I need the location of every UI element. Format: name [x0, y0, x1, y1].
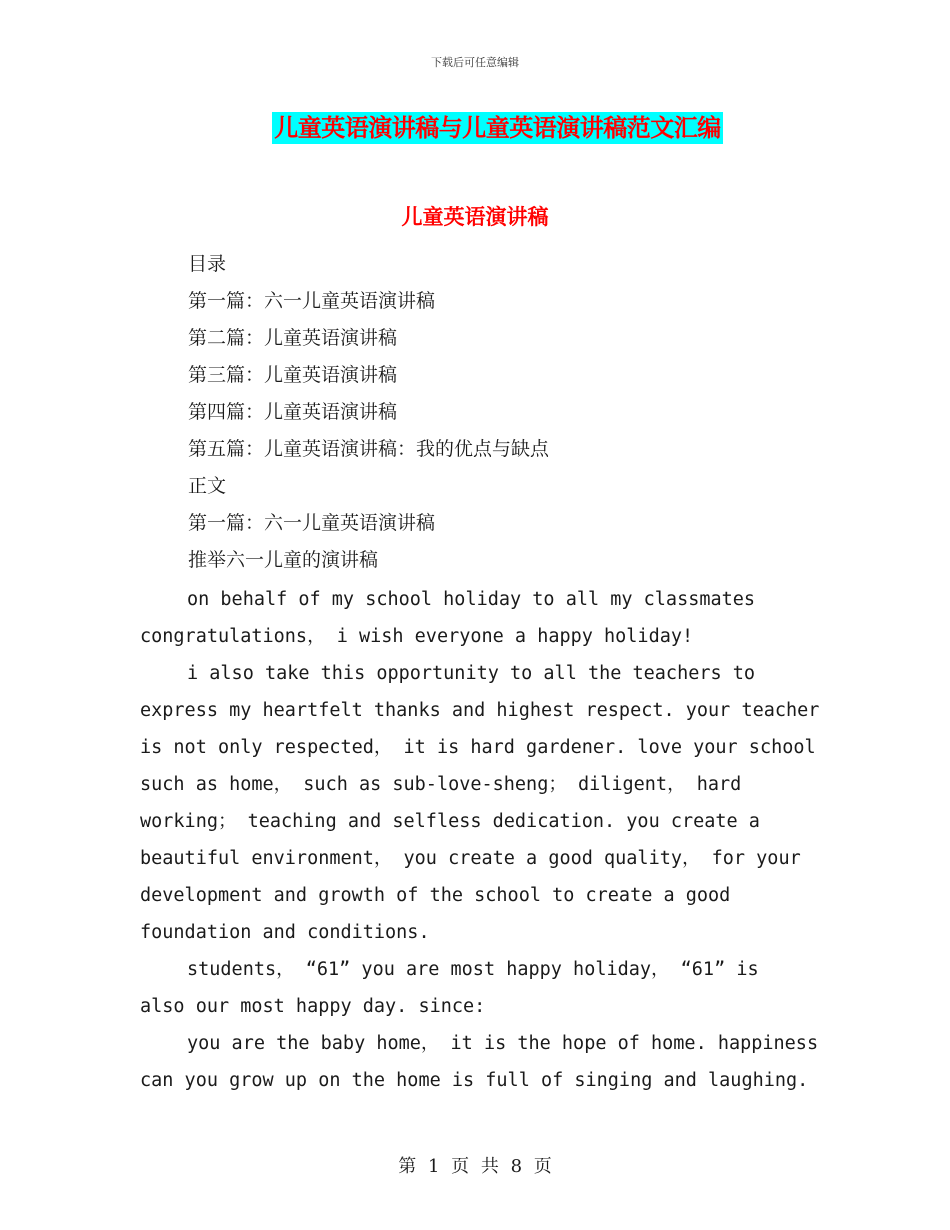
paragraph	[140, 1025, 820, 1099]
text-line: congratulations， i wish everyone a happy holiday!	[140, 626, 694, 647]
text-line: you are the baby home， it is the hope of home. happiness	[187, 1033, 819, 1054]
text-line: is not only respected， it is hard gardener. love your school	[140, 737, 816, 758]
text-line: students， “61” you are most happy holiday， “61” is	[187, 959, 759, 980]
toc-item: 第二篇：儿童英语演讲稿	[188, 327, 398, 349]
chapter-heading: 第一篇：六一儿童英语演讲稿	[188, 512, 436, 534]
body-heading: 正文	[188, 475, 227, 497]
text-line: also our most happy day. since:	[140, 996, 486, 1017]
text-line: development and growth of the school to create a good	[140, 885, 731, 906]
paragraph	[140, 951, 820, 1025]
text-line: working； teaching and selfless dedication. you create a	[140, 811, 760, 832]
paragraph	[140, 655, 820, 951]
text-line: such as home， such as sub-love-sheng； diligent， hard	[140, 774, 742, 795]
text-line: express my heartfelt thanks and highest respect. your teacher	[140, 700, 820, 721]
section-title: 儿童英语演讲稿	[401, 204, 549, 229]
page-footer: 第 1 页 共 8 页	[398, 1156, 552, 1177]
table-of-contents	[188, 246, 549, 579]
text-line: beautiful environment， you create a good quality， for your	[140, 848, 801, 869]
body-text	[140, 581, 820, 1099]
text-line: can you grow up on the home is full of singing and laughing.	[140, 1070, 809, 1091]
text-line: i also take this opportunity to all the teachers to	[187, 663, 756, 684]
chapter-subheading: 推举六一儿童的演讲稿	[188, 549, 379, 571]
toc-item: 第三篇：儿童英语演讲稿	[188, 364, 398, 386]
header-note: 下载后可任意编辑	[431, 56, 519, 69]
toc-item: 第一篇：六一儿童英语演讲稿	[188, 290, 436, 312]
toc-item: 第四篇：儿童英语演讲稿	[188, 401, 398, 423]
toc-heading: 目录	[188, 253, 227, 275]
toc-item: 第五篇：儿童英语演讲稿：我的优点与缺点	[188, 438, 550, 460]
text-line: foundation and conditions.	[140, 922, 430, 943]
paragraph	[140, 581, 820, 655]
text-line: on behalf of my school holiday to all my classmates	[187, 589, 756, 610]
document-title: 儿童英语演讲稿与儿童英语演讲稿范文汇编	[274, 113, 721, 142]
